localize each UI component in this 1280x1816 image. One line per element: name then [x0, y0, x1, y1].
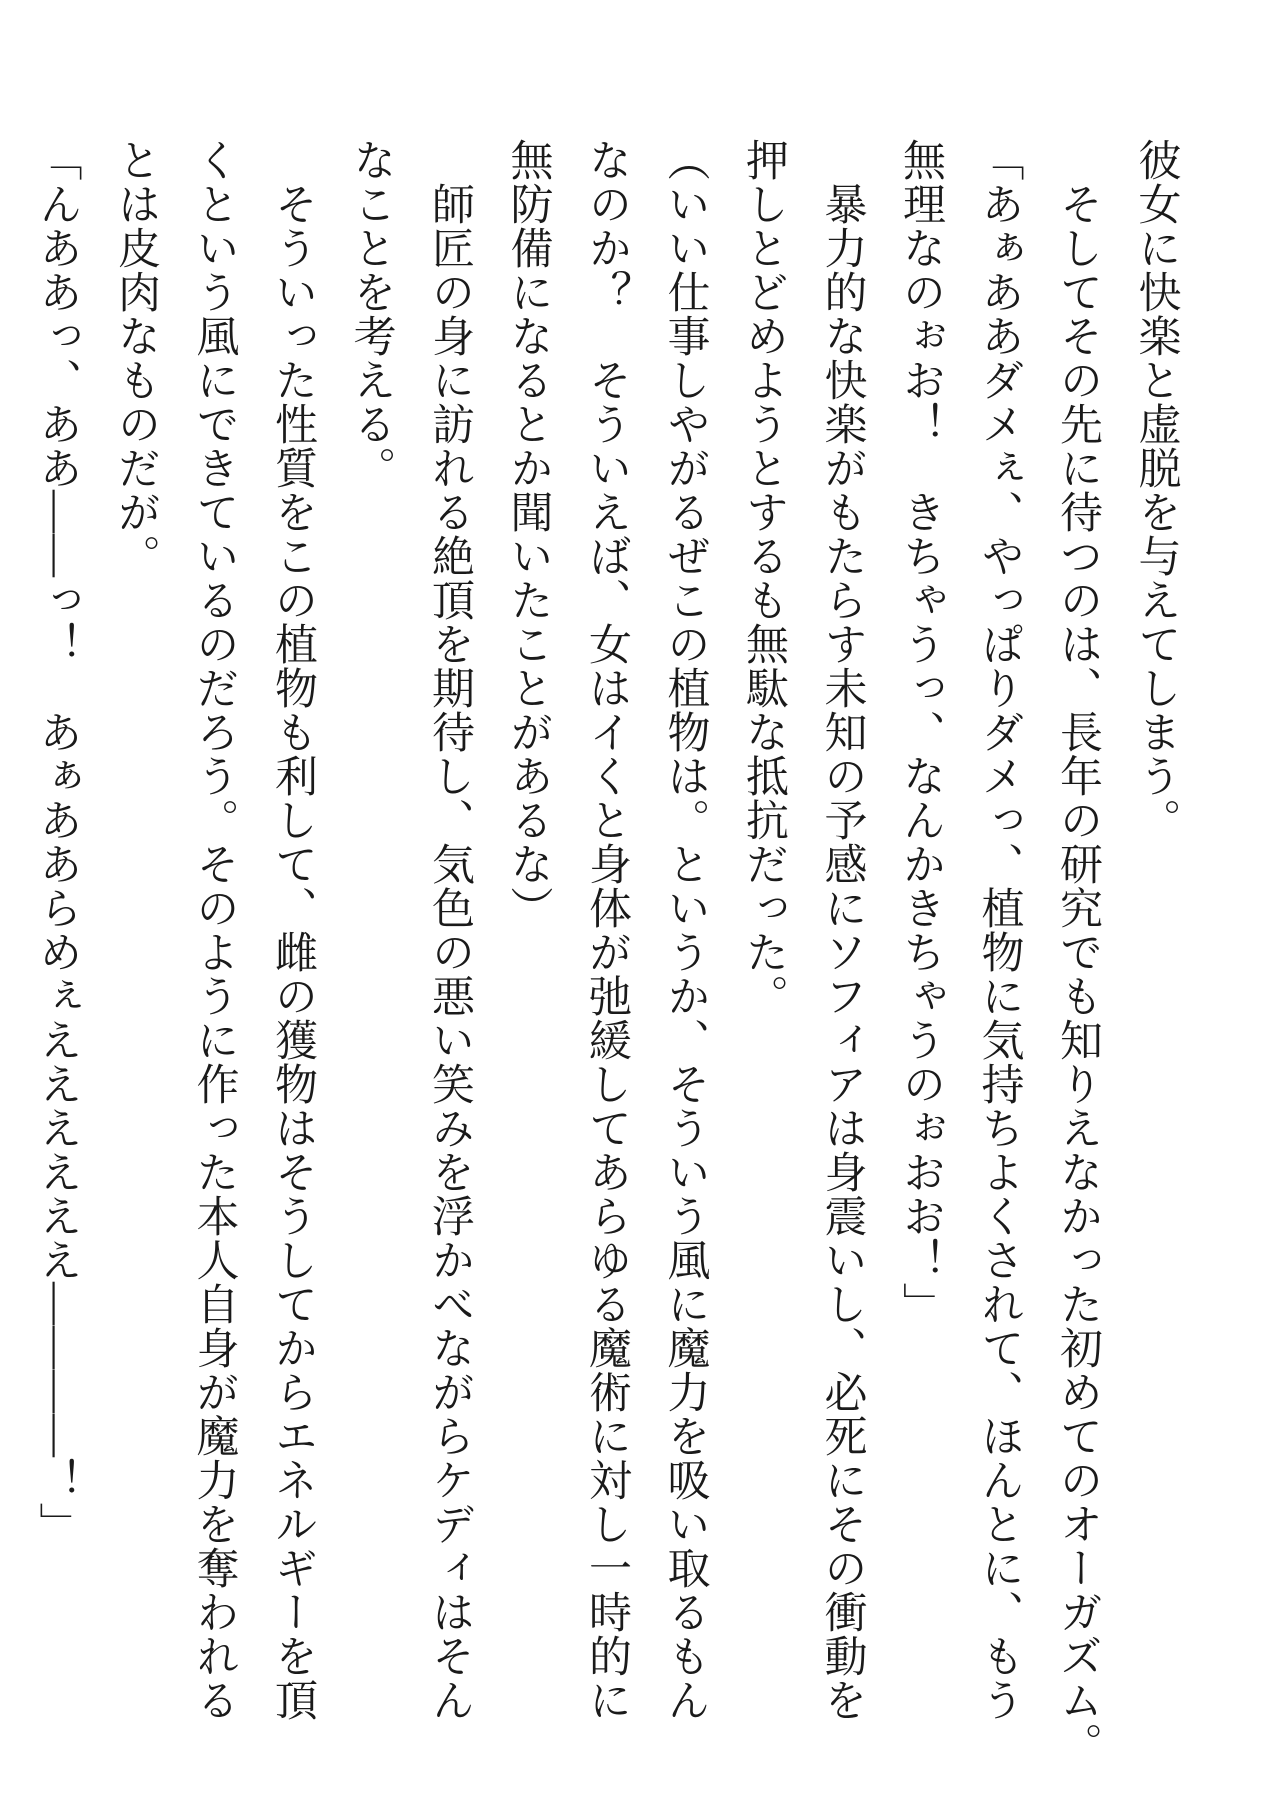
text-column: 無防備になるとか聞いたことがあるな） — [504, 138, 552, 930]
text-column: 師匠の身に訪れる絶頂を期待し、気色の悪い笑みを浮かべながらケディはそん — [426, 138, 473, 1722]
text-column: 彼女に快楽と虚脱を与えてしまう。 — [1132, 138, 1180, 842]
text-column: そしてその先に待つのは、長年の研究でも知りえなかった初めてのオーガズム。 — [1054, 138, 1101, 1766]
text-column: なことを考える。 — [347, 138, 395, 490]
text-column: なのか？ そういえば、女はイくと身体が弛緩してあらゆる魔術に対し一時的に — [583, 138, 630, 1722]
text-column: 無理なのぉお！ きちゃうっ、なんかきちゃうのぉおお！」 — [897, 138, 944, 1326]
text-column: 押しとどめようとするも無駄な抵抗だった。 — [740, 138, 787, 1018]
text-column: 「あぁああダメぇ、やっぱりダメっ、植物に気持ちよくされて、ほんとに、もう — [975, 138, 1023, 1722]
vertical-text-block — [0, 138, 1180, 1766]
text-column: そういった性質をこの植物も利して、雌の獲物はそうしてからエネルギーを頂 — [269, 138, 316, 1722]
text-column: とは皮肉なものだが。 — [112, 138, 159, 578]
text-column: 「んああっ、ああ――っ！ あぁああらめぇええええええ――――！」 — [33, 138, 81, 1546]
text-column: （いい仕事しやがるぜこの植物は。というか、そういう風に魔力を吸い取るもん — [661, 138, 709, 1722]
text-column: くという風にできているのだろう。そのように作った本人自身が魔力を奪われる — [190, 138, 238, 1722]
text-column: 暴力的な快楽がもたらす未知の予感にソフィアは身震いし、必死にその衝動を — [818, 138, 866, 1722]
